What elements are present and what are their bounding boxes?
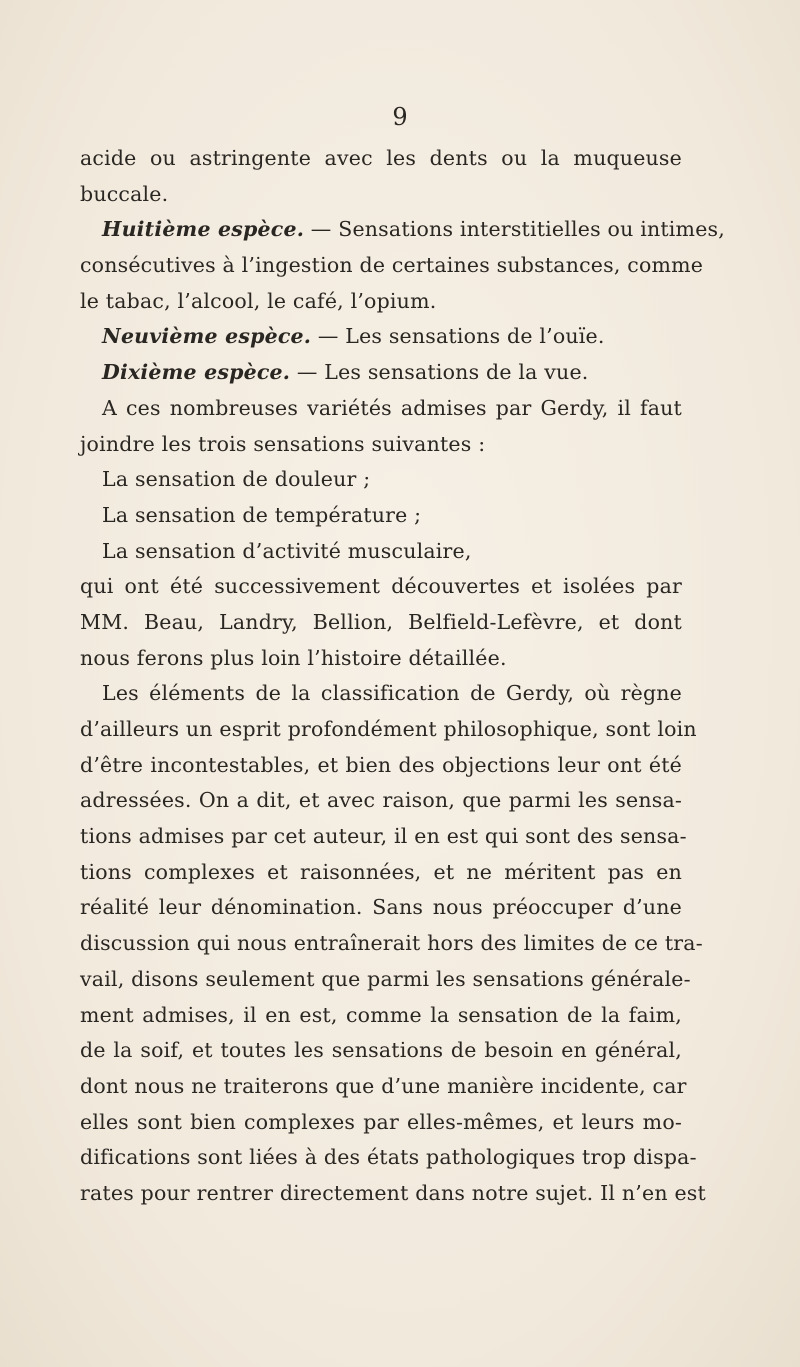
species-heading: Neuvième espèce. <box>102 324 312 349</box>
line-text: consécutives à l’ingestion de certaines substances, comme <box>80 253 704 278</box>
line-text: nous ferons plus loin l’histoire détaillée. <box>80 645 507 670</box>
text-line <box>80 212 725 248</box>
line-text: adressées. On a dit, et avec raison, que parmi les sensa- <box>80 788 682 813</box>
line-text: A ces nombreuses variétés admises par Gerdy, il faut <box>102 395 682 420</box>
line-text: joindre les trois sensations suivantes : <box>80 431 486 456</box>
text-line <box>80 355 682 391</box>
text-line <box>80 1069 687 1105</box>
line-text: acide ou astringente avec les dents ou la muqueuse <box>80 146 682 170</box>
text-line <box>80 569 682 605</box>
line-text: de la soif, et toutes les sensations de besoin en général, <box>80 1038 682 1063</box>
line-text: d’ailleurs un esprit profondément philosophique, sont loin <box>80 717 697 741</box>
text-line <box>80 676 682 712</box>
line-text: tions admises par cet auteur, il en est qui sont des sensa- <box>80 824 687 849</box>
line-text: La sensation de température ; <box>102 502 422 527</box>
line-text: buccale. <box>80 181 169 206</box>
text-line <box>80 141 682 177</box>
line-text: ment admises, il en est, comme la sensation de la faim, <box>80 1002 682 1027</box>
line-text: — Les sensations de la vue. <box>290 360 589 385</box>
line-text: réalité leur dénomination. Sans nous préoccuper d’une <box>80 895 682 920</box>
line-text: discussion qui nous entraînerait hors des limites de ce tra- <box>80 931 703 956</box>
text-line <box>80 284 682 320</box>
text-line <box>80 819 687 855</box>
line-text: La sensation d’activité musculaire, <box>102 538 472 563</box>
line-text: Les éléments de la classification de Gerdy, où règne <box>102 681 682 706</box>
line-text: tions complexes et raisonnées, et ne méritent pas en <box>80 859 682 884</box>
text-line <box>80 177 682 213</box>
text-line <box>80 1033 682 1069</box>
line-text: La sensation de douleur ; <box>102 467 371 492</box>
text-line <box>80 1105 682 1141</box>
line-text: qui ont été successivement découvertes et isolées par <box>80 574 682 599</box>
line-text: difications sont liées à des états pathologiques trop dispa- <box>80 1145 697 1170</box>
text-line <box>80 319 682 355</box>
line-text: elles sont bien complexes par elles-mêmes, et leurs mo- <box>80 1109 682 1134</box>
text-line <box>80 1176 706 1212</box>
text-line <box>80 998 682 1034</box>
page-number: 9 <box>392 103 408 131</box>
line-text: — Sensations interstitielles ou intimes, <box>304 217 725 242</box>
line-text: d’être incontestables, et bien des objections leur ont été <box>80 752 682 777</box>
text-line <box>80 248 704 284</box>
text-line <box>80 391 682 427</box>
text-line <box>80 462 682 498</box>
text-line <box>80 427 682 463</box>
line-text: le tabac, l’alcool, le café, l’opium. <box>80 288 437 313</box>
text-line <box>80 498 682 534</box>
text-line <box>80 748 682 784</box>
line-text: dont nous ne traiterons que d’une manière incidente, car <box>80 1073 687 1098</box>
text-line <box>80 1140 697 1176</box>
species-heading: Dixième espèce. <box>102 360 291 385</box>
line-text: vail, disons seulement que parmi les sensations générale- <box>80 966 691 991</box>
text-line <box>80 641 682 677</box>
text-line <box>80 605 682 641</box>
text-line <box>80 783 682 819</box>
text-line <box>80 855 682 891</box>
text-line <box>80 962 691 998</box>
text-line <box>80 534 682 570</box>
text-line <box>80 890 682 926</box>
line-text: — Les sensations de l’ouïe. <box>311 324 605 349</box>
text-line <box>80 712 697 748</box>
text-line <box>80 926 703 962</box>
species-heading: Huitième espèce. <box>102 217 305 242</box>
line-text: MM. Beau, Landry, Bellion, Belfield-Lefèvre, et dont <box>80 609 682 634</box>
line-text: rates pour rentrer directement dans notre sujet. Il n’en est <box>80 1180 706 1205</box>
body-text <box>80 141 725 1212</box>
